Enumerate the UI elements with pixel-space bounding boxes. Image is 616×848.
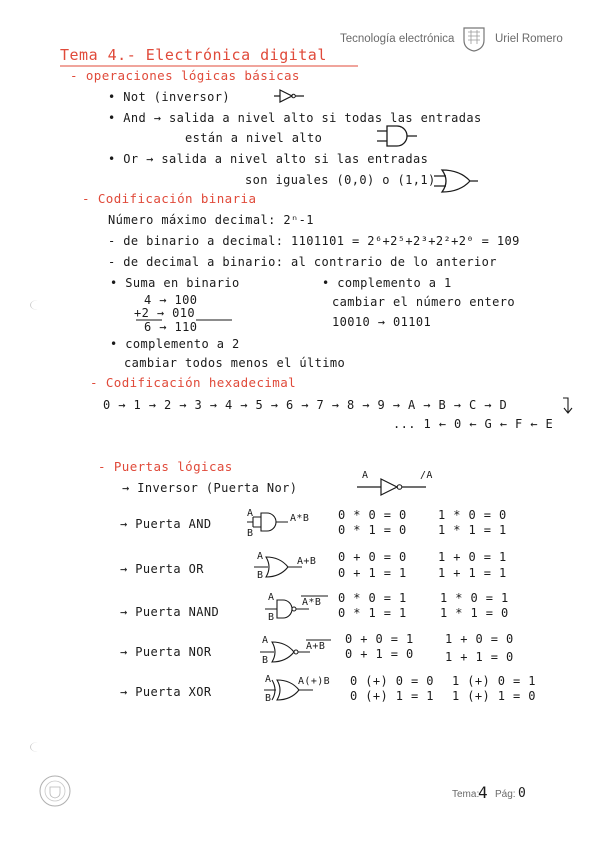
and-gate-symbol-icon bbox=[247, 509, 291, 535]
or-output: A+B bbox=[297, 556, 317, 567]
nand-truth-4: 1 * 1 = 0 bbox=[440, 606, 509, 620]
gate-label-nand: → Puerta NAND bbox=[120, 605, 220, 619]
sum-row-2: +2 → 010 bbox=[134, 306, 195, 320]
inverter-gate-icon bbox=[355, 476, 435, 498]
or-gate-icon bbox=[432, 168, 480, 194]
footer-tema-label: Tema: bbox=[452, 789, 480, 800]
and-truth-2: 0 * 1 = 0 bbox=[338, 523, 407, 537]
bin-example: 10010 → 01101 bbox=[332, 315, 432, 329]
xor-truth-1: 0 (+) 0 = 0 bbox=[350, 674, 434, 688]
or-input-a: A bbox=[257, 551, 264, 562]
bin-cambiar: cambiar el número entero bbox=[332, 295, 515, 309]
op-or-line1: • Or → salida a nivel alto si las entradas bbox=[108, 152, 429, 166]
gate-label-nor: → Puerta NOR bbox=[120, 645, 212, 659]
or-truth-1: 0 + 0 = 0 bbox=[338, 550, 407, 564]
nand-output: A*B bbox=[302, 597, 322, 608]
inv-output-a: /A bbox=[420, 470, 433, 481]
hex-turn-arrow-icon bbox=[562, 396, 574, 418]
nand-input-a: A bbox=[268, 592, 275, 603]
section-hexadecimal: - Codificación hexadecimal bbox=[90, 375, 297, 390]
nor-truth-3: 1 + 0 = 0 bbox=[445, 632, 514, 646]
gate-label-and: → Puerta AND bbox=[120, 517, 212, 531]
xor-output: A(+)B bbox=[298, 676, 331, 687]
bin-compl2: • complemento a 2 bbox=[110, 337, 240, 351]
bin-suma: • Suma en binario bbox=[110, 276, 240, 290]
nor-truth-2: 0 + 1 = 0 bbox=[345, 647, 414, 661]
header-subject: Tecnología electrónica bbox=[340, 33, 455, 45]
xor-truth-4: 1 (+) 1 = 0 bbox=[452, 689, 536, 703]
or-truth-2: 0 + 1 = 1 bbox=[338, 566, 407, 580]
nand-truth-1: 0 * 0 = 1 bbox=[338, 591, 407, 605]
inv-input-a: A bbox=[362, 470, 369, 481]
section-binaria: - Codificación binaria bbox=[82, 191, 257, 206]
header-author: Uriel Romero bbox=[495, 33, 563, 45]
gate-label-xor: → Puerta XOR bbox=[120, 685, 212, 699]
hex-row-2: ... 1 ← 0 ← G ← F ← E bbox=[393, 417, 554, 431]
and-input-b: B bbox=[247, 528, 254, 539]
nand-truth-2: 0 * 1 = 1 bbox=[338, 606, 407, 620]
or-truth-4: 1 + 1 = 1 bbox=[438, 566, 507, 580]
nand-truth-3: 1 * 0 = 1 bbox=[440, 591, 509, 605]
section-operaciones: - operaciones lógicas básicas bbox=[70, 68, 300, 83]
and-output: A*B bbox=[290, 513, 310, 524]
nand-input-b: B bbox=[268, 612, 275, 623]
nor-input-a: A bbox=[262, 635, 269, 646]
and-truth-3: 1 * 0 = 0 bbox=[438, 508, 507, 522]
and-truth-4: 1 * 1 = 1 bbox=[438, 523, 507, 537]
and-input-a: A bbox=[247, 508, 254, 519]
footer-pag-label: Pág: bbox=[495, 789, 516, 800]
binder-hole bbox=[30, 300, 45, 310]
bin-compl1: • complemento a 1 bbox=[322, 276, 452, 290]
sum-row-3: 6 → 110 bbox=[144, 320, 198, 334]
bin-d2b: - de decimal a binario: al contrario de lo anterior bbox=[108, 255, 497, 269]
xor-truth-3: 1 (+) 0 = 1 bbox=[452, 674, 536, 688]
footer-tema: 4 bbox=[478, 783, 489, 802]
bin-b2d: - de binario a decimal: 1101101 = 2⁶+2⁵+2³+2²+2⁰ = 109 bbox=[108, 234, 520, 248]
nor-output: A+B bbox=[306, 641, 326, 652]
bin-compl2b: cambiar todos menos el último bbox=[124, 356, 346, 370]
not-gate-icon bbox=[272, 88, 306, 104]
xor-input-b: B bbox=[265, 693, 272, 704]
and-truth-1: 0 * 0 = 0 bbox=[338, 508, 407, 522]
section-puertas: - Puertas lógicas bbox=[98, 459, 233, 474]
university-seal-icon bbox=[38, 774, 72, 808]
bin-max: Número máximo decimal: 2ⁿ-1 bbox=[108, 213, 314, 227]
page-title: Tema 4.- Electrónica digital bbox=[60, 46, 327, 64]
xor-truth-2: 0 (+) 1 = 1 bbox=[350, 689, 434, 703]
xor-input-a: A bbox=[265, 674, 272, 685]
op-not: • Not (inversor) bbox=[108, 90, 230, 104]
nor-input-b: B bbox=[262, 655, 269, 666]
nor-truth-1: 0 + 0 = 1 bbox=[345, 632, 414, 646]
gate-label-or: → Puerta OR bbox=[120, 562, 204, 576]
binder-hole bbox=[30, 742, 45, 752]
sum-row-1: 4 → 100 bbox=[144, 293, 198, 307]
op-and-line1: • And → salida a nivel alto si todas las entradas bbox=[108, 111, 482, 125]
footer-pag: 0 bbox=[518, 786, 527, 801]
nor-truth-4: 1 + 1 = 0 bbox=[445, 650, 514, 664]
and-gate-icon bbox=[375, 124, 419, 148]
hex-row-1: 0 → 1 → 2 → 3 → 4 → 5 → 6 → 7 → 8 → 9 → A → B → C → D bbox=[103, 398, 508, 412]
or-truth-3: 1 + 0 = 1 bbox=[438, 550, 507, 564]
gate-inversor: → Inversor (Puerta Nor) bbox=[122, 481, 298, 495]
nor-gate-symbol-icon bbox=[260, 639, 312, 665]
university-crest-icon bbox=[461, 24, 487, 52]
or-input-b: B bbox=[257, 570, 264, 581]
op-or-line2: son iguales (0,0) o (1,1) bbox=[245, 173, 436, 187]
op-and-line2: están a nivel alto bbox=[185, 131, 323, 145]
